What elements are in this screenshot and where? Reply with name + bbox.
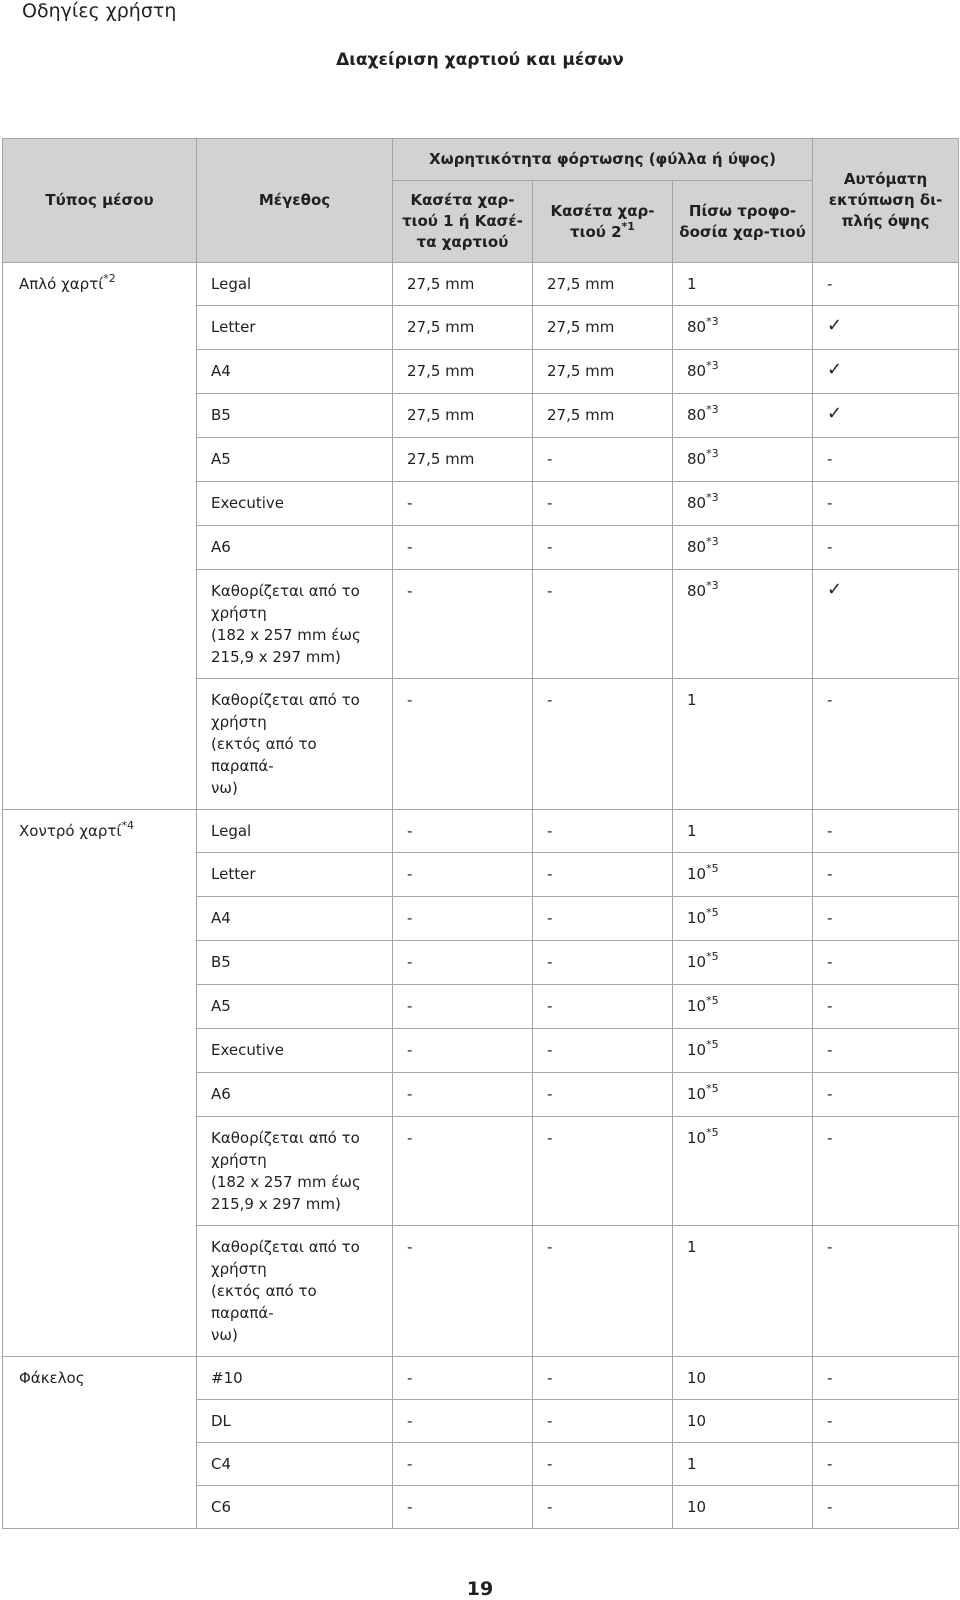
rear-feed-cell	[673, 1117, 813, 1226]
cassette-2-cell: -	[533, 941, 673, 985]
size-line: (182 x 257 mm έως	[211, 626, 361, 644]
header-size: Μέγεθος	[197, 139, 393, 263]
size-line: χρήστη	[211, 1151, 267, 1169]
duplex-cell: -	[813, 897, 959, 941]
cassette-2-cell: 27,5 mm	[533, 394, 673, 438]
rear-feed-cell	[673, 306, 813, 350]
header-cassette-2-footnote: *1	[621, 219, 635, 233]
rear-feed-cell	[673, 394, 813, 438]
rear-feed-value: 80	[687, 538, 707, 556]
rear-feed-cell	[673, 853, 813, 897]
duplex-cell: -	[813, 1029, 959, 1073]
cassette-2-cell: -	[533, 679, 673, 810]
size-label: #10	[211, 1369, 243, 1387]
cassette-2-cell: -	[533, 897, 673, 941]
size-cell	[197, 1443, 393, 1486]
size-label: A6	[211, 1085, 231, 1103]
rear-feed-footnote: *3	[706, 315, 719, 328]
cassette-1-cell: -	[393, 941, 533, 985]
header-auto-duplex: Αυτόματη εκτύπωση δι-πλής όψης	[813, 139, 959, 263]
size-cell	[197, 853, 393, 897]
media-type-cell	[3, 1226, 197, 1357]
rear-feed-cell	[673, 526, 813, 570]
rear-feed-value: 80	[687, 362, 707, 380]
media-type-cell	[3, 810, 197, 853]
size-label: Legal	[211, 822, 252, 840]
header-capacity-group: Χωρητικότητα φόρτωσης (φύλλα ή ύψος)	[393, 139, 813, 181]
size-label: B5	[211, 953, 231, 971]
size-line: Καθορίζεται από το	[211, 1129, 360, 1147]
size-label: A4	[211, 909, 231, 927]
media-type-cell	[3, 263, 197, 306]
rear-feed-value: 1	[687, 1455, 697, 1473]
cassette-1-cell: -	[393, 570, 533, 679]
size-line: νω)	[211, 779, 238, 797]
size-line: χρήστη	[211, 604, 267, 622]
size-line: (εκτός από το παραπά-	[211, 1282, 317, 1322]
media-type-cell	[3, 482, 197, 526]
cassette-2-cell: -	[533, 985, 673, 1029]
size-cell	[197, 482, 393, 526]
cassette-1-cell: -	[393, 1226, 533, 1357]
header-media-type: Τύπος μέσου	[3, 139, 197, 263]
rear-feed-cell	[673, 679, 813, 810]
rear-feed-cell	[673, 482, 813, 526]
manual-title: Οδηγίες χρήστη	[22, 0, 177, 22]
size-line: 215,9 x 297 mm)	[211, 648, 341, 666]
cassette-1-cell: 27,5 mm	[393, 394, 533, 438]
table-row	[3, 1357, 959, 1400]
table-row	[3, 482, 959, 526]
size-label: C6	[211, 1498, 232, 1516]
rear-feed-value: 10	[687, 865, 707, 883]
size-label: Executive	[211, 1041, 285, 1059]
duplex-cell: -	[813, 679, 959, 810]
cassette-2-cell: 27,5 mm	[533, 350, 673, 394]
cassette-2-cell: 27,5 mm	[533, 263, 673, 306]
rear-feed-cell	[673, 350, 813, 394]
rear-feed-footnote: *3	[706, 579, 719, 592]
rear-feed-cell	[673, 1029, 813, 1073]
cassette-1-cell: -	[393, 1486, 533, 1529]
media-type-cell	[3, 985, 197, 1029]
size-cell	[197, 1357, 393, 1400]
size-cell	[197, 306, 393, 350]
media-type-cell	[3, 1029, 197, 1073]
media-type-cell	[3, 1486, 197, 1529]
rear-feed-footnote: *5	[706, 1082, 719, 1095]
cassette-1-cell: -	[393, 1400, 533, 1443]
media-type-cell	[3, 570, 197, 679]
rear-feed-value: 1	[687, 822, 697, 840]
duplex-cell: -	[813, 941, 959, 985]
rear-feed-footnote: *3	[706, 447, 719, 460]
rear-feed-footnote: *5	[706, 906, 719, 919]
rear-feed-cell	[673, 1357, 813, 1400]
duplex-cell: -	[813, 1226, 959, 1357]
cassette-1-cell: -	[393, 897, 533, 941]
duplex-cell: -	[813, 1443, 959, 1486]
table-row	[3, 1029, 959, 1073]
cassette-2-cell: -	[533, 1029, 673, 1073]
media-type-cell	[3, 306, 197, 350]
size-label: A5	[211, 450, 231, 468]
rear-feed-cell	[673, 1443, 813, 1486]
duplex-cell: -	[813, 1357, 959, 1400]
cassette-2-cell: -	[533, 853, 673, 897]
section-title: Διαχείριση χαρτιού και μέσων	[336, 50, 624, 70]
rear-feed-footnote: *5	[706, 994, 719, 1007]
rear-feed-value: 10	[687, 909, 707, 927]
table-row	[3, 570, 959, 679]
size-cell	[197, 570, 393, 679]
header-cassette-2	[533, 181, 673, 263]
table-row	[3, 263, 959, 306]
media-type-cell	[3, 1400, 197, 1443]
cassette-2-cell: -	[533, 1400, 673, 1443]
cassette-1-cell: -	[393, 1073, 533, 1117]
rear-feed-value: 80	[687, 582, 707, 600]
cassette-1-cell: -	[393, 679, 533, 810]
size-line: Καθορίζεται από το	[211, 1238, 360, 1256]
table-row	[3, 1486, 959, 1529]
header-rear-feed: Πίσω τροφο-δοσία χαρ-τιού	[673, 181, 813, 263]
cassette-1-cell: -	[393, 1117, 533, 1226]
cassette-1-cell: -	[393, 1029, 533, 1073]
cassette-1-cell: -	[393, 1443, 533, 1486]
rear-feed-footnote: *5	[706, 1038, 719, 1051]
rear-feed-footnote: *5	[706, 1126, 719, 1139]
rear-feed-footnote: *5	[706, 862, 719, 875]
media-type-cell	[3, 1073, 197, 1117]
size-cell	[197, 941, 393, 985]
media-capacity-table	[2, 138, 959, 1529]
rear-feed-value: 10	[687, 1041, 707, 1059]
rear-feed-cell	[673, 570, 813, 679]
header-cassette-1: Κασέτα χαρ-τιού 1 ή Κασέ-τα χαρτιού	[393, 181, 533, 263]
duplex-cell: -	[813, 853, 959, 897]
table-row	[3, 679, 959, 810]
rear-feed-cell	[673, 438, 813, 482]
media-type-cell	[3, 350, 197, 394]
rear-feed-value: 10	[687, 1369, 707, 1387]
duplex-check-icon: ✓	[813, 570, 959, 679]
cassette-2-cell: -	[533, 482, 673, 526]
size-cell	[197, 394, 393, 438]
size-cell	[197, 263, 393, 306]
rear-feed-cell	[673, 897, 813, 941]
size-cell	[197, 1073, 393, 1117]
size-label: Letter	[211, 318, 256, 336]
rear-feed-value: 10	[687, 1498, 707, 1516]
size-cell	[197, 679, 393, 810]
table-row	[3, 526, 959, 570]
rear-feed-cell	[673, 1400, 813, 1443]
size-line: 215,9 x 297 mm)	[211, 1195, 341, 1213]
size-label: B5	[211, 406, 231, 424]
size-cell	[197, 810, 393, 853]
rear-feed-footnote: *3	[706, 403, 719, 416]
table-row	[3, 853, 959, 897]
duplex-cell: -	[813, 985, 959, 1029]
size-cell	[197, 1029, 393, 1073]
cassette-2-cell: -	[533, 810, 673, 853]
size-cell	[197, 1486, 393, 1529]
media-type-cell	[3, 897, 197, 941]
cassette-1-cell: 27,5 mm	[393, 350, 533, 394]
table-body	[3, 263, 959, 1529]
size-label: Executive	[211, 494, 285, 512]
duplex-cell: -	[813, 482, 959, 526]
size-label: A5	[211, 997, 231, 1015]
size-cell	[197, 1226, 393, 1357]
rear-feed-cell	[673, 1486, 813, 1529]
media-type-label: Απλό χαρτί	[19, 275, 104, 293]
media-type-label: Φάκελος	[19, 1369, 85, 1387]
rear-feed-value: 1	[687, 691, 697, 709]
cassette-1-cell: 27,5 mm	[393, 263, 533, 306]
media-type-cell	[3, 853, 197, 897]
duplex-cell: -	[813, 810, 959, 853]
size-line: χρήστη	[211, 1260, 267, 1278]
rear-feed-value: 10	[687, 953, 707, 971]
rear-feed-value: 10	[687, 1129, 707, 1147]
rear-feed-cell	[673, 985, 813, 1029]
media-type-cell	[3, 941, 197, 985]
size-label: C4	[211, 1455, 232, 1473]
duplex-cell: -	[813, 1073, 959, 1117]
duplex-cell: -	[813, 1117, 959, 1226]
cassette-2-cell: -	[533, 1443, 673, 1486]
size-cell	[197, 897, 393, 941]
media-type-cell	[3, 1117, 197, 1226]
rear-feed-cell	[673, 1073, 813, 1117]
table-row	[3, 941, 959, 985]
size-cell	[197, 526, 393, 570]
rear-feed-footnote: *3	[706, 359, 719, 372]
rear-feed-value: 1	[687, 275, 697, 293]
media-type-cell	[3, 679, 197, 810]
size-label: Legal	[211, 275, 252, 293]
cassette-2-cell: -	[533, 526, 673, 570]
media-type-label: Χοντρό χαρτί	[19, 822, 122, 840]
media-type-footnote: *4	[121, 819, 135, 832]
size-line: Καθορίζεται από το	[211, 691, 360, 709]
cassette-1-cell: 27,5 mm	[393, 438, 533, 482]
size-label: A4	[211, 362, 231, 380]
duplex-cell: -	[813, 1486, 959, 1529]
table-row	[3, 1117, 959, 1226]
size-cell	[197, 350, 393, 394]
table-row	[3, 350, 959, 394]
cassette-1-cell: -	[393, 853, 533, 897]
cassette-1-cell: -	[393, 482, 533, 526]
cassette-2-cell: -	[533, 438, 673, 482]
size-line: νω)	[211, 1326, 238, 1344]
size-line: (εκτός από το παραπά-	[211, 735, 317, 775]
table-row	[3, 1226, 959, 1357]
media-type-cell	[3, 526, 197, 570]
media-type-cell	[3, 1443, 197, 1486]
cassette-2-cell: -	[533, 1073, 673, 1117]
cassette-2-cell: 27,5 mm	[533, 306, 673, 350]
cassette-2-cell: -	[533, 1226, 673, 1357]
rear-feed-cell	[673, 1226, 813, 1357]
duplex-check-icon: ✓	[813, 394, 959, 438]
rear-feed-footnote: *3	[706, 491, 719, 504]
header-cassette-2-label: Κασέτα χαρ-τιού 2	[550, 201, 655, 241]
cassette-2-cell: -	[533, 570, 673, 679]
duplex-cell: -	[813, 438, 959, 482]
rear-feed-value: 80	[687, 450, 707, 468]
size-cell	[197, 1400, 393, 1443]
rear-feed-cell	[673, 263, 813, 306]
size-cell	[197, 1117, 393, 1226]
rear-feed-footnote: *5	[706, 950, 719, 963]
duplex-cell: -	[813, 526, 959, 570]
table-row	[3, 394, 959, 438]
rear-feed-value: 10	[687, 1085, 707, 1103]
size-cell	[197, 985, 393, 1029]
rear-feed-value: 10	[687, 1412, 707, 1430]
table-row	[3, 897, 959, 941]
size-label: Letter	[211, 865, 256, 883]
cassette-2-cell: -	[533, 1357, 673, 1400]
cassette-1-cell: -	[393, 1357, 533, 1400]
cassette-1-cell: -	[393, 985, 533, 1029]
rear-feed-value: 1	[687, 1238, 697, 1256]
rear-feed-value: 80	[687, 406, 707, 424]
media-type-cell	[3, 1357, 197, 1400]
table-row	[3, 306, 959, 350]
size-cell	[197, 438, 393, 482]
cassette-2-cell: -	[533, 1117, 673, 1226]
size-line: (182 x 257 mm έως	[211, 1173, 361, 1191]
rear-feed-value: 80	[687, 494, 707, 512]
page-number: 19	[466, 1578, 494, 1600]
table-row	[3, 985, 959, 1029]
size-label: A6	[211, 538, 231, 556]
media-type-cell	[3, 438, 197, 482]
table-row	[3, 1400, 959, 1443]
rear-feed-value: 10	[687, 997, 707, 1015]
duplex-check-icon: ✓	[813, 306, 959, 350]
rear-feed-cell	[673, 810, 813, 853]
cassette-1-cell: 27,5 mm	[393, 306, 533, 350]
size-label: DL	[211, 1412, 231, 1430]
duplex-cell: -	[813, 1400, 959, 1443]
cassette-1-cell: -	[393, 526, 533, 570]
cassette-2-cell: -	[533, 1486, 673, 1529]
rear-feed-cell	[673, 941, 813, 985]
table-row	[3, 438, 959, 482]
duplex-cell: -	[813, 263, 959, 306]
duplex-check-icon: ✓	[813, 350, 959, 394]
table-row	[3, 1443, 959, 1486]
cassette-1-cell: -	[393, 810, 533, 853]
media-type-cell	[3, 394, 197, 438]
size-line: Καθορίζεται από το	[211, 582, 360, 600]
rear-feed-value: 80	[687, 318, 707, 336]
media-type-footnote: *2	[103, 272, 116, 285]
rear-feed-footnote: *3	[706, 535, 719, 548]
table-row	[3, 810, 959, 853]
size-line: χρήστη	[211, 713, 267, 731]
table-row	[3, 1073, 959, 1117]
